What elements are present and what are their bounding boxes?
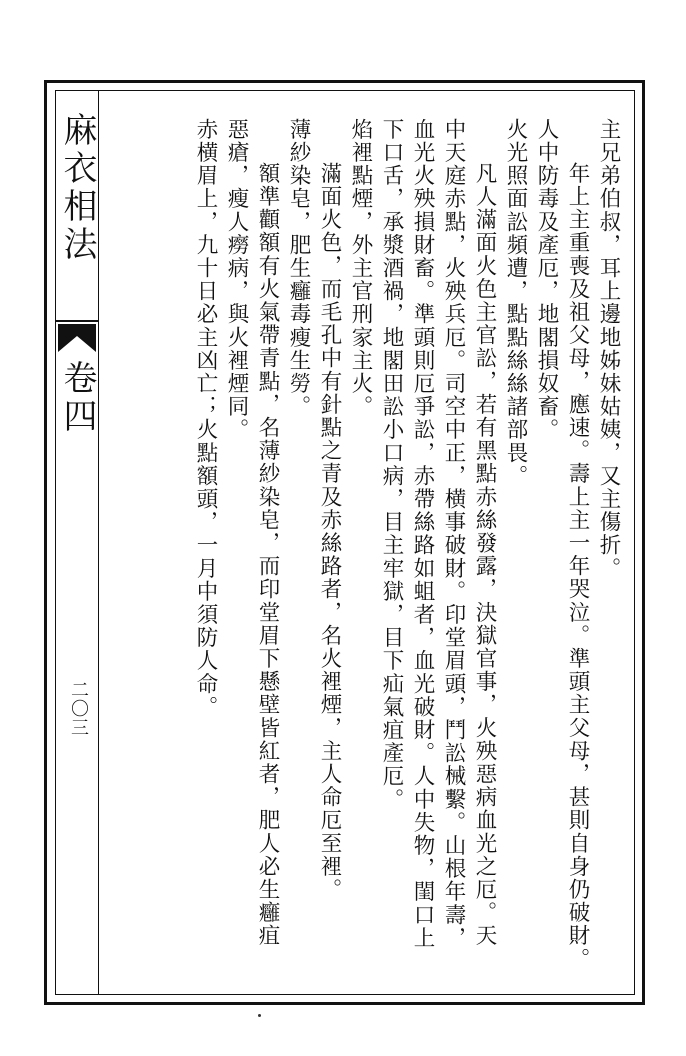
text-column: 滿面火色，而毛孔中有針點之青及赤絲路者，名火裡煙，主人命厄至裡。 — [317, 162, 342, 902]
text-column: 人中防毒及產厄，地閣損奴畜。 — [534, 118, 559, 442]
text-column: 赤横眉上，九十日必主凶亡；火點額頭，一月中須防人命。 — [193, 118, 218, 719]
text-column: 薄紗染皂，肥生癰毒瘦生勞。 — [286, 118, 311, 419]
scan-speck — [258, 1014, 261, 1017]
text-column: 焰裡點煙，外主官刑家主火。 — [348, 118, 373, 419]
text-column: 血光火殃損財畜。準頭則厄爭訟，赤帶絲路如蛆者，血光破財。人中失物，閨口上 — [410, 118, 435, 950]
book-title: 麻衣相法 — [57, 112, 97, 264]
text-column: 主兄弟伯叔，耳上邊地姊妹姑姨，又主傷折。 — [596, 118, 621, 580]
side-margin-divider — [98, 90, 99, 995]
fishtail-ornament-icon — [56, 312, 98, 354]
text-column: 中天庭赤點，火殃兵厄。司空中正，横事破財。印堂眉頭，鬥訟械繫。山根年壽， — [441, 118, 466, 950]
text-column: 火光照面訟頻遭，點點絲絲諸部畏。 — [503, 118, 528, 488]
main-text — [190, 118, 624, 998]
text-column: 下口舌，承漿酒禍，地閣田訟小口病，目主牢獄，目下疝氣疽產厄。 — [379, 118, 404, 811]
text-column: 額準顴額有火氣帶青點，名薄紗染皂，而印堂眉下懸壁皆紅者，肥人必生癰疽 — [255, 162, 280, 948]
volume-label: 卷四 — [57, 360, 97, 436]
text-column: 年上主重喪及祖父母，應速。壽上主一年哭泣。準頭主父母，甚則自身仍破財。 — [565, 162, 590, 971]
page-number: 二〇三 — [68, 680, 89, 737]
text-column: 凡人滿面火色主官訟，若有黑點赤絲發露，決獄官事，火殃惡病血光之厄。天 — [472, 162, 497, 948]
text-column: 惡瘡，瘦人癆病，與火裡煙同。 — [224, 118, 249, 442]
